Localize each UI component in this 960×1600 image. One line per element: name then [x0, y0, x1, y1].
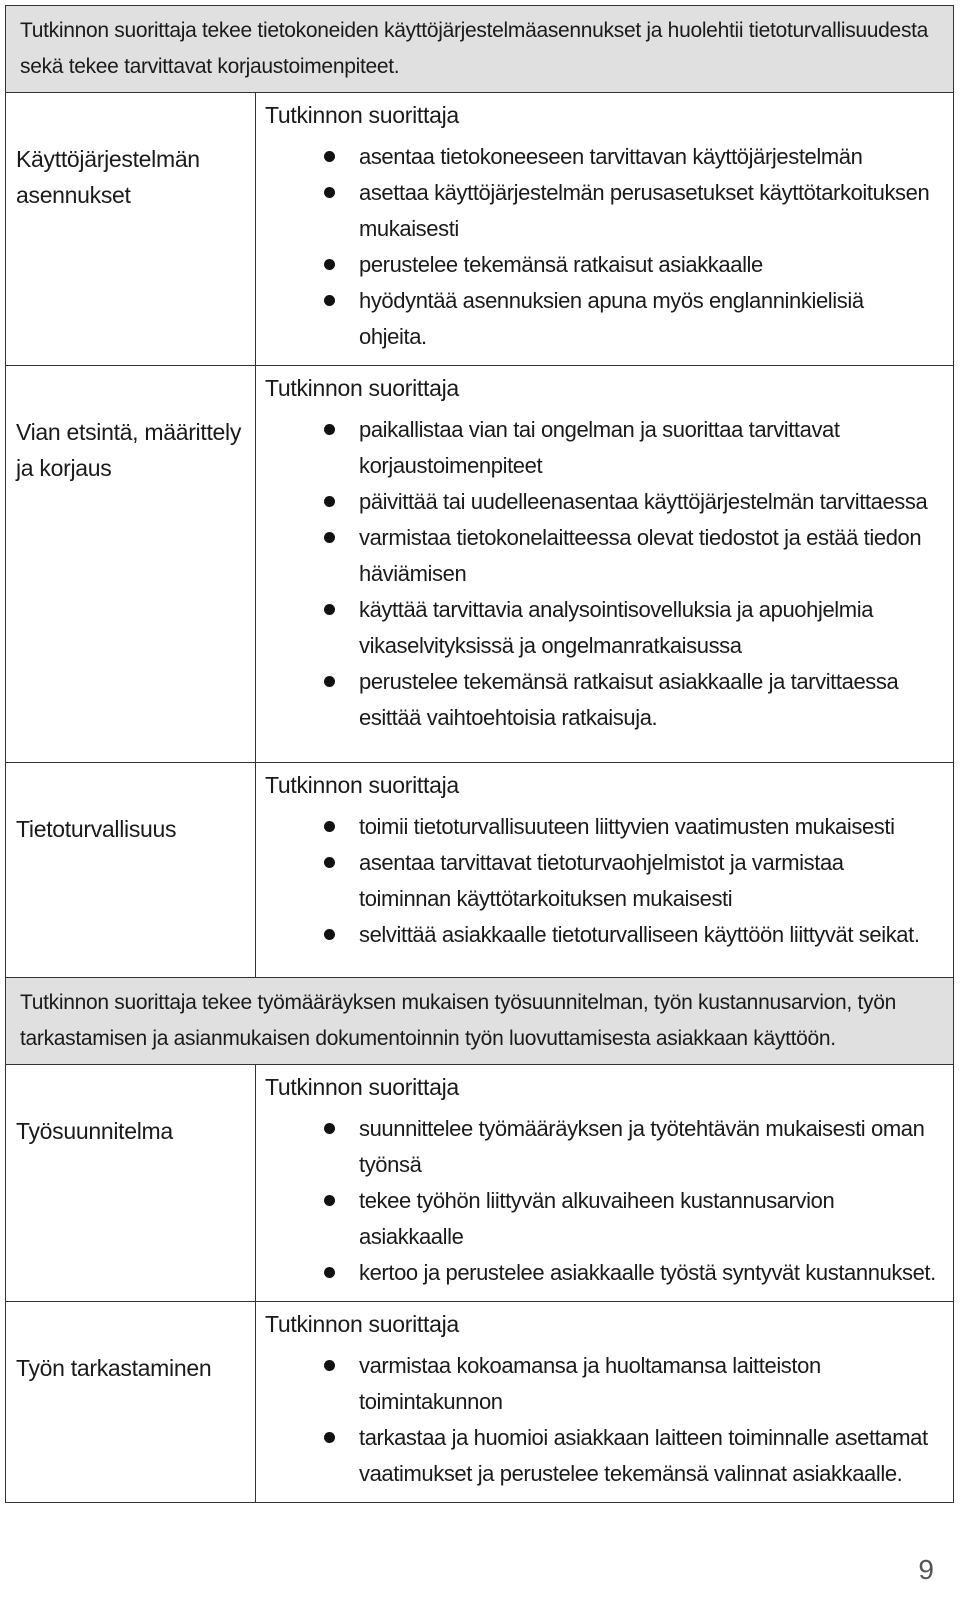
bullet-icon: [324, 1267, 335, 1278]
criteria-list: [265, 809, 937, 953]
section-header: Tutkinnon suorittaja tekee työmääräyksen mukaisen työsuunnitelman, työn kustannusarvion, työn tarkastamisen ja asianmukaisen dokumentoinnin työn luovuttamisesta asiakkaan käyttöön.: [6, 978, 954, 1065]
list-item: tekee työhön liittyvän alkuvaiheen kustannusarvion asiakkaalle: [265, 1183, 937, 1255]
bullet-icon: [324, 857, 335, 868]
performer-label: Tutkinnon suorittaja: [265, 375, 459, 401]
bullet-icon: [324, 821, 335, 832]
bullet-icon: [324, 532, 335, 543]
bullet-icon: [324, 1360, 335, 1371]
performer-label: Tutkinnon suorittaja: [265, 1311, 459, 1337]
list-item: kertoo ja perustelee asiakkaalle työstä syntyvät kustannukset.: [265, 1255, 937, 1291]
row-label: Käyttöjärjestelmän asennukset: [6, 93, 256, 366]
section-header-row: [6, 6, 954, 93]
bullet-icon: [324, 1195, 335, 1206]
bullet-icon: [324, 259, 335, 270]
criteria-list: [265, 412, 937, 736]
list-item: suunnittelee työmääräyksen ja työtehtävän mukaisesti oman työnsä: [265, 1111, 937, 1183]
bullet-icon: [324, 424, 335, 435]
table-row: [6, 366, 954, 763]
bullet-icon: [324, 187, 335, 198]
table-row: [6, 1302, 954, 1503]
row-content: [256, 93, 954, 366]
criteria-list: [265, 1111, 937, 1291]
criteria-table: [5, 5, 954, 1503]
bullet-icon: [324, 676, 335, 687]
section-header: Tutkinnon suorittaja tekee tietokoneiden käyttöjärjestelmäasennukset ja huolehtii tietoturvallisuudesta sekä tekee tarvittavat korjaustoimenpiteet.: [6, 6, 954, 93]
row-label: Työn tarkastaminen: [6, 1302, 256, 1503]
section-header-row: [6, 978, 954, 1065]
list-item: tarkastaa ja huomioi asiakkaan laitteen toiminnalle asettamat vaatimukset ja perustelee tekemänsä valinnat asiakkaalle.: [265, 1420, 937, 1492]
list-item: toimii tietoturvallisuuteen liittyvien vaatimusten mukaisesti: [265, 809, 937, 845]
table-row: [6, 763, 954, 978]
bullet-icon: [324, 1432, 335, 1443]
list-item: käyttää tarvittavia analysointisovelluksia ja apuohjelmia vikaselvityksissä ja ongelmanratkaisussa: [265, 592, 937, 664]
list-item: päivittää tai uudelleenasentaa käyttöjärjestelmän tarvittaessa: [265, 484, 937, 520]
list-item: perustelee tekemänsä ratkaisut asiakkaalle ja tarvittaessa esittää vaihtoehtoisia ratkaisuja.: [265, 664, 937, 736]
bullet-icon: [324, 929, 335, 940]
row-content: [256, 763, 954, 978]
list-item: asentaa tietokoneeseen tarvittavan käyttöjärjestelmän: [265, 139, 937, 175]
list-item: perustelee tekemänsä ratkaisut asiakkaalle: [265, 247, 937, 283]
list-item: varmistaa kokoamansa ja huoltamansa laitteiston toimintakunnon: [265, 1348, 937, 1420]
bullet-icon: [324, 496, 335, 507]
list-item: hyödyntää asennuksien apuna myös englanninkielisiä ohjeita.: [265, 283, 937, 355]
criteria-list: [265, 139, 937, 355]
table-row: [6, 1065, 954, 1302]
performer-label: Tutkinnon suorittaja: [265, 102, 459, 128]
row-content: [256, 1065, 954, 1302]
bullet-icon: [324, 295, 335, 306]
list-item: paikallistaa vian tai ongelman ja suorittaa tarvittavat korjaustoimenpiteet: [265, 412, 937, 484]
table-row: [6, 93, 954, 366]
row-content: [256, 1302, 954, 1503]
row-label: Tietoturvallisuus: [6, 763, 256, 978]
bullet-icon: [324, 1123, 335, 1134]
bullet-icon: [324, 151, 335, 162]
list-item: varmistaa tietokonelaitteessa olevat tiedostot ja estää tiedon häviämisen: [265, 520, 937, 592]
row-label: Työsuunnitelma: [6, 1065, 256, 1302]
performer-label: Tutkinnon suorittaja: [265, 772, 459, 798]
list-item: selvittää asiakkaalle tietoturvalliseen käyttöön liittyvät seikat.: [265, 917, 937, 953]
bullet-icon: [324, 604, 335, 615]
criteria-list: [265, 1348, 937, 1492]
row-content: [256, 366, 954, 763]
list-item: asentaa tarvittavat tietoturvaohjelmistot ja varmistaa toiminnan käyttötarkoituksen mukaisesti: [265, 845, 937, 917]
performer-label: Tutkinnon suorittaja: [265, 1074, 459, 1100]
page-number: 9: [918, 1554, 934, 1585]
row-label: Vian etsintä, määrittely ja korjaus: [6, 366, 256, 763]
list-item: asettaa käyttöjärjestelmän perusasetukset käyttötarkoituksen mukaisesti: [265, 175, 937, 247]
